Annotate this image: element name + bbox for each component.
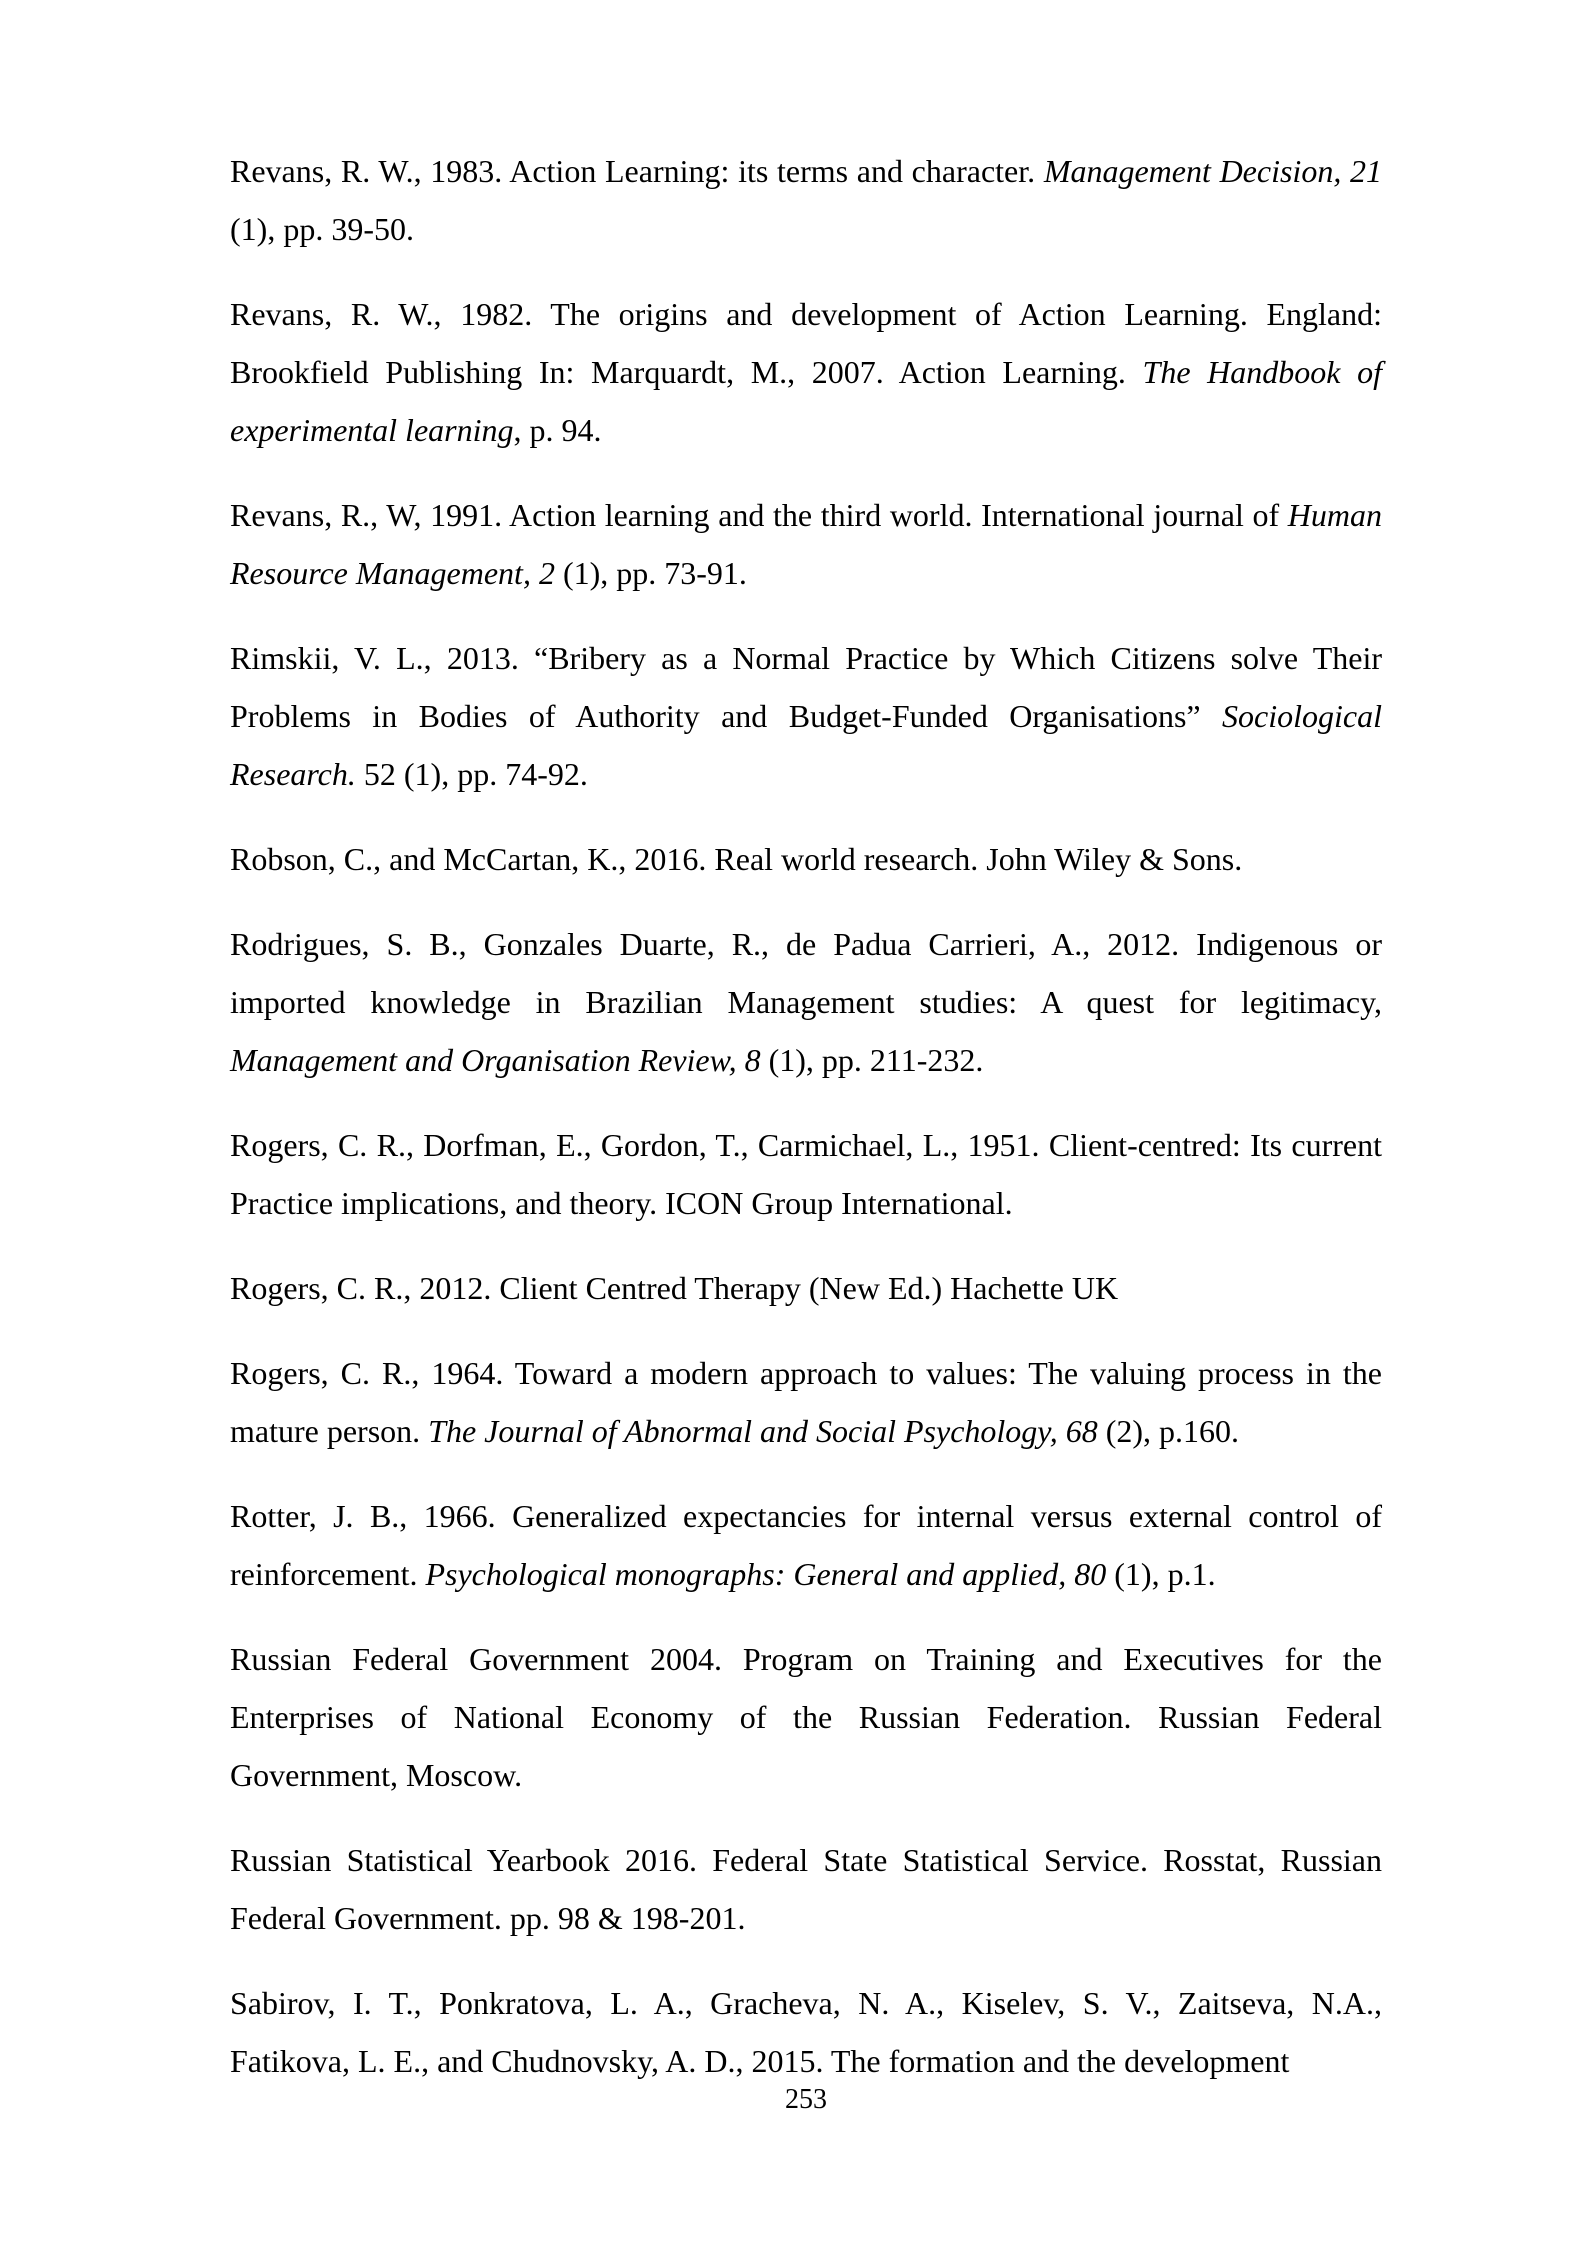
reference-text: (2), p.160. bbox=[1105, 1413, 1240, 1449]
reference-text: Russian Statistical Yearbook 2016. Federal State Statistical Service. Rosstat, Russian Federal Government. pp. 98 & 198-201. bbox=[230, 1842, 1382, 1936]
reference-text: Revans, R., W, 1991. Action learning and the third world. International journal of bbox=[230, 497, 1288, 533]
reference-item bbox=[230, 1831, 1382, 1947]
reference-text: Robson, C., and McCartan, K., 2016. Real world research. John Wiley & Sons. bbox=[230, 841, 1243, 877]
reference-text-italic: Human Resource Management, 2 bbox=[230, 497, 1382, 591]
reference-text-italic: Management and Organisation Review, 8 bbox=[230, 1042, 769, 1078]
reference-item bbox=[230, 1487, 1382, 1603]
reference-text: , p. 94. bbox=[513, 412, 602, 448]
reference-item bbox=[230, 1344, 1382, 1460]
reference-item bbox=[230, 1630, 1382, 1804]
reference-text-italic: The Journal of Abnormal and Social Psychology, 68 bbox=[428, 1413, 1106, 1449]
reference-item bbox=[230, 486, 1382, 602]
reference-item bbox=[230, 142, 1382, 258]
reference-text: Rodrigues, S. B., Gonzales Duarte, R., de Padua Carrieri, A., 2012. Indigenous or imported knowledge in Brazilian Management studies: A quest for legitimacy, bbox=[230, 926, 1382, 1020]
reference-item bbox=[230, 1974, 1382, 2090]
reference-text: Rogers, C. R., Dorfman, E., Gordon, T., Carmichael, L., 1951. Client-centred: Its current Practice implications, and theory. ICON Group International. bbox=[230, 1127, 1382, 1221]
reference-text: (1), pp. 73-91. bbox=[562, 555, 747, 591]
reference-text: Revans, R. W., 1982. The origins and development of Action Learning. England: Brookfield Publishing In: Marquardt, M., 2007. Action Learning. bbox=[230, 296, 1382, 390]
reference-item bbox=[230, 629, 1382, 803]
reference-text: (1), p.1. bbox=[1114, 1556, 1216, 1592]
page-number: 253 bbox=[785, 2084, 827, 2115]
reference-item bbox=[230, 1259, 1382, 1317]
reference-text: Rotter, J. B., 1966. Generalized expectancies for internal versus external control of reinforcement. bbox=[230, 1498, 1382, 1592]
reference-text: Rimskii, V. L., 2013. “Bribery as a Normal Practice by Which Citizens solve Their Problems in Bodies of Authority and Budget-Funded Organisations” bbox=[230, 640, 1382, 734]
reference-text: (1), pp. 39-50. bbox=[230, 211, 414, 247]
reference-text-italic: Management Decision, 21 bbox=[1043, 153, 1382, 189]
reference-text-italic: Psychological monographs: General and applied, 80 bbox=[425, 1556, 1115, 1592]
reference-text-italic: The Handbook of experimental learning bbox=[230, 354, 1383, 448]
reference-item bbox=[230, 1116, 1382, 1232]
reference-text: Rogers, C. R., 1964. Toward a modern approach to values: The valuing process in the mature person. bbox=[230, 1355, 1382, 1449]
reference-item bbox=[230, 285, 1382, 459]
reference-item bbox=[230, 915, 1382, 1089]
reference-text: (1), pp. 211-232. bbox=[768, 1042, 984, 1078]
reference-text: Sabirov, I. T., Ponkratova, L. A., Gracheva, N. A., Kiselev, S. V., Zaitseva, N.A., Fatikova, L. E., and Chudnovsky, A. D., 2015. The formation and the development bbox=[230, 1985, 1382, 2079]
reference-item bbox=[230, 830, 1382, 888]
reference-text: Revans, R. W., 1983. Action Learning: its terms and character. bbox=[230, 153, 1044, 189]
reference-text: 52 (1), pp. 74-92. bbox=[355, 756, 588, 792]
reference-text: Russian Federal Government 2004. Program on Training and Executives for the Enterprises of National Economy of the Russian Federation. Russian Federal Government, Moscow. bbox=[230, 1641, 1382, 1793]
references-list bbox=[230, 142, 1382, 2090]
reference-text: Rogers, C. R., 2012. Client Centred Therapy (New Ed.) Hachette UK bbox=[230, 1270, 1119, 1306]
reference-text-italic: Sociological Research. bbox=[230, 698, 1382, 792]
